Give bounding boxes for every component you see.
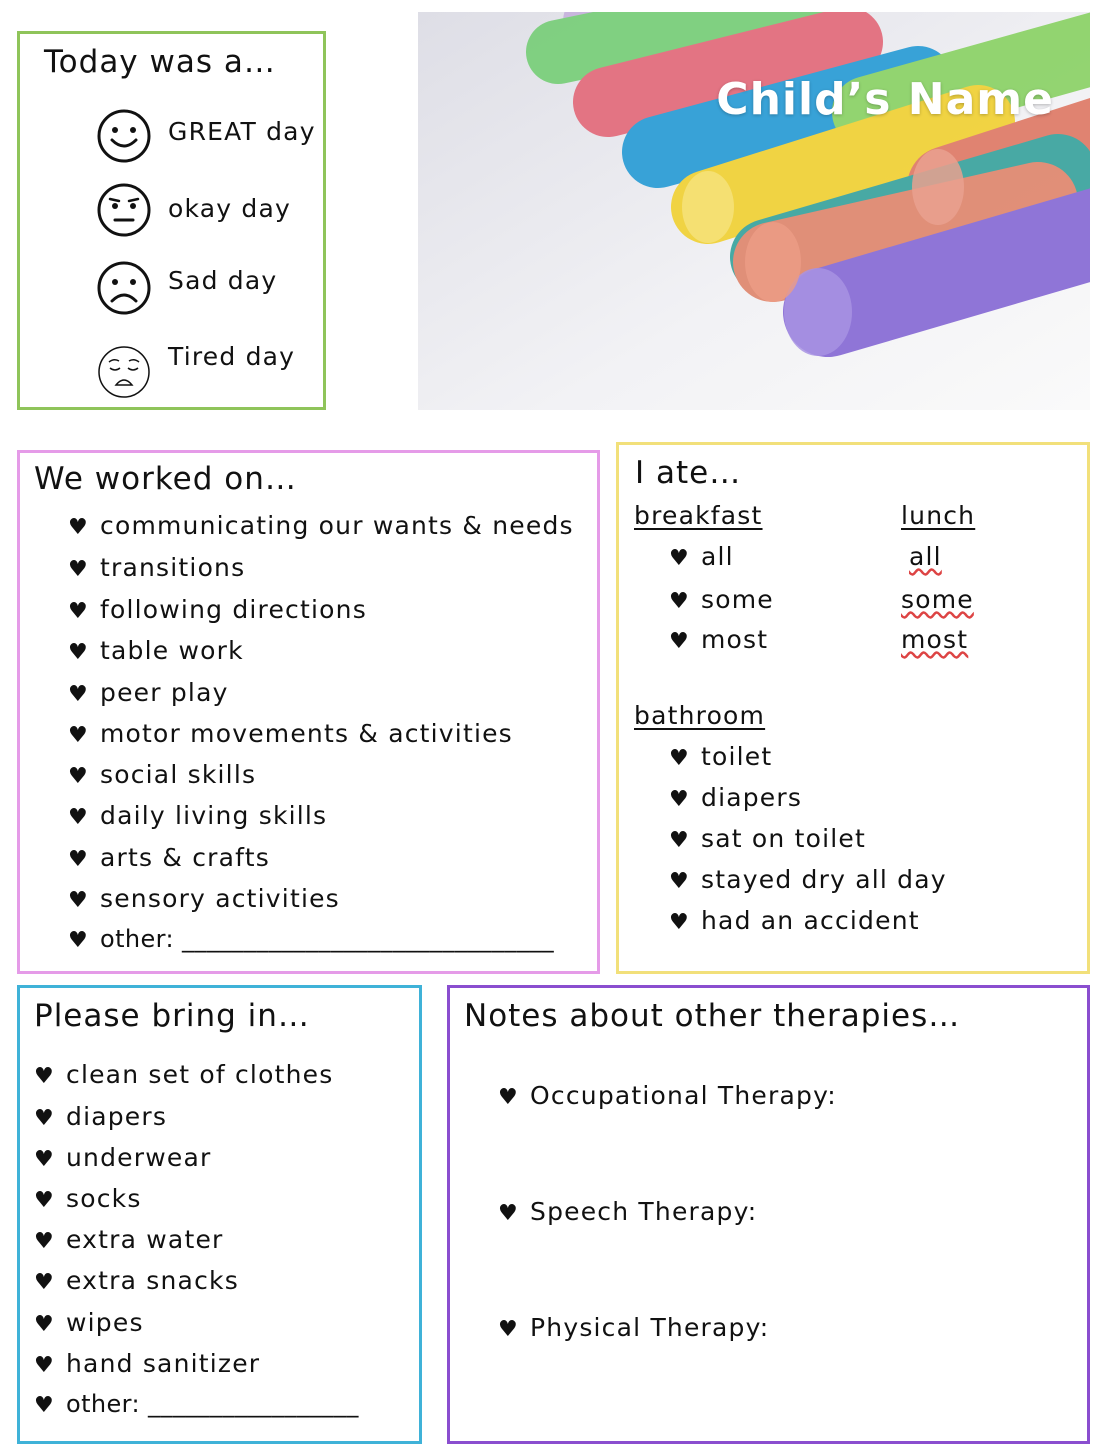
mood-title: Today was a… — [44, 44, 276, 80]
heart-icon: ♥ — [669, 869, 690, 894]
heart-icon: ♥ — [498, 1201, 519, 1226]
ate-title: I ate… — [635, 455, 742, 491]
heart-icon: ♥ — [34, 1106, 55, 1131]
heart-icon: ♥ — [669, 910, 690, 935]
heart-icon: ♥ — [669, 629, 690, 654]
breakfast-option-all[interactable]: ♥ all — [669, 542, 734, 571]
heart-icon: ♥ — [669, 828, 690, 853]
heart-icon: ♥ — [68, 599, 89, 624]
list-item: ♥ daily living skills — [68, 801, 328, 830]
neutral-face-icon — [96, 182, 152, 238]
heart-icon: ♥ — [669, 546, 690, 571]
bring-in-title: Please bring in… — [34, 998, 310, 1034]
heart-icon: ♥ — [34, 1229, 55, 1254]
bathroom-option-sat-on-toilet[interactable]: ♥ sat on toilet — [669, 824, 866, 853]
list-item: ♥ arts & crafts — [68, 843, 270, 872]
list-item: ♥ hand sanitizer — [34, 1349, 261, 1378]
heart-icon: ♥ — [34, 1064, 55, 1089]
lunch-option-all[interactable]: all — [909, 542, 942, 571]
heart-icon: ♥ — [68, 928, 89, 953]
mood-option-great: GREAT day — [168, 117, 316, 146]
other-field[interactable]: ♥ other: _________________ — [34, 1390, 359, 1418]
chalk-photo — [418, 12, 1090, 410]
heart-icon: ♥ — [34, 1353, 55, 1378]
list-item: ♥ transitions — [68, 553, 246, 582]
bathroom-option-stayed-dry[interactable]: ♥ stayed dry all day — [669, 865, 947, 894]
worked-on-section — [17, 450, 600, 974]
bring-in-section — [17, 985, 422, 1444]
bathroom-option-diapers[interactable]: ♥ diapers — [669, 783, 803, 812]
bathroom-option-toilet[interactable]: ♥ toilet — [669, 742, 773, 771]
list-item: ♥ following directions — [68, 595, 367, 624]
heart-icon: ♥ — [34, 1188, 55, 1213]
notes-section — [447, 985, 1090, 1444]
mood-option-sad: Sad day — [168, 266, 278, 295]
other-field[interactable]: ♥ other: ______________________________ — [68, 925, 555, 953]
heart-icon: ♥ — [68, 805, 89, 830]
child-name: Child’s Name — [716, 74, 1054, 125]
frowning-face-icon — [96, 260, 152, 316]
list-item: ♥ table work — [68, 636, 244, 665]
list-item: ♥ extra water — [34, 1225, 224, 1254]
bathroom-option-accident[interactable]: ♥ had an accident — [669, 906, 920, 935]
heart-icon: ♥ — [68, 723, 89, 748]
heart-icon: ♥ — [68, 888, 89, 913]
lunch-option-most[interactable]: most — [901, 625, 969, 654]
list-item: ♥ clean set of clothes — [34, 1060, 334, 1089]
heart-icon: ♥ — [34, 1393, 55, 1418]
list-item: ♥ extra snacks — [34, 1266, 239, 1295]
ate-section — [616, 442, 1090, 974]
note-occupational-therapy[interactable]: ♥ Occupational Therapy: — [498, 1081, 837, 1110]
list-item: ♥ underwear — [34, 1143, 212, 1172]
mood-section — [17, 31, 326, 410]
lunch-option-some[interactable]: some — [901, 585, 974, 614]
heart-icon: ♥ — [498, 1085, 519, 1110]
list-item: ♥ motor movements & activities — [68, 719, 513, 748]
list-item: ♥ communicating our wants & needs — [68, 511, 574, 540]
header-photo — [418, 12, 1090, 410]
list-item: ♥ wipes — [34, 1308, 144, 1337]
tired-face-icon — [96, 344, 152, 400]
list-item: ♥ social skills — [68, 760, 257, 789]
worked-on-title: We worked on… — [34, 461, 297, 497]
heart-icon: ♥ — [34, 1270, 55, 1295]
heart-icon: ♥ — [68, 557, 89, 582]
heart-icon: ♥ — [34, 1147, 55, 1172]
smiling-face-icon — [96, 108, 152, 164]
mood-option-okay: okay day — [168, 194, 291, 223]
list-item: ♥ diapers — [34, 1102, 168, 1131]
heart-icon: ♥ — [498, 1317, 519, 1342]
breakfast-option-some[interactable]: ♥ some — [669, 585, 774, 614]
breakfast-heading: breakfast — [634, 501, 763, 530]
heart-icon: ♥ — [68, 682, 89, 707]
heart-icon: ♥ — [34, 1312, 55, 1337]
note-physical-therapy[interactable]: ♥ Physical Therapy: — [498, 1313, 770, 1342]
bathroom-heading: bathroom — [634, 701, 766, 730]
heart-icon: ♥ — [68, 515, 89, 540]
heart-icon: ♥ — [669, 746, 690, 771]
list-item: ♥ sensory activities — [68, 884, 340, 913]
heart-icon: ♥ — [669, 589, 690, 614]
heart-icon: ♥ — [68, 640, 89, 665]
list-item: ♥ socks — [34, 1184, 142, 1213]
heart-icon: ♥ — [68, 847, 89, 872]
lunch-heading: lunch — [901, 501, 976, 530]
mood-option-tired: Tired day — [168, 342, 296, 371]
notes-title: Notes about other therapies… — [464, 998, 961, 1034]
heart-icon: ♥ — [68, 764, 89, 789]
note-speech-therapy[interactable]: ♥ Speech Therapy: — [498, 1197, 758, 1226]
list-item: ♥ peer play — [68, 678, 229, 707]
heart-icon: ♥ — [669, 787, 690, 812]
breakfast-option-most[interactable]: ♥ most — [669, 625, 769, 654]
